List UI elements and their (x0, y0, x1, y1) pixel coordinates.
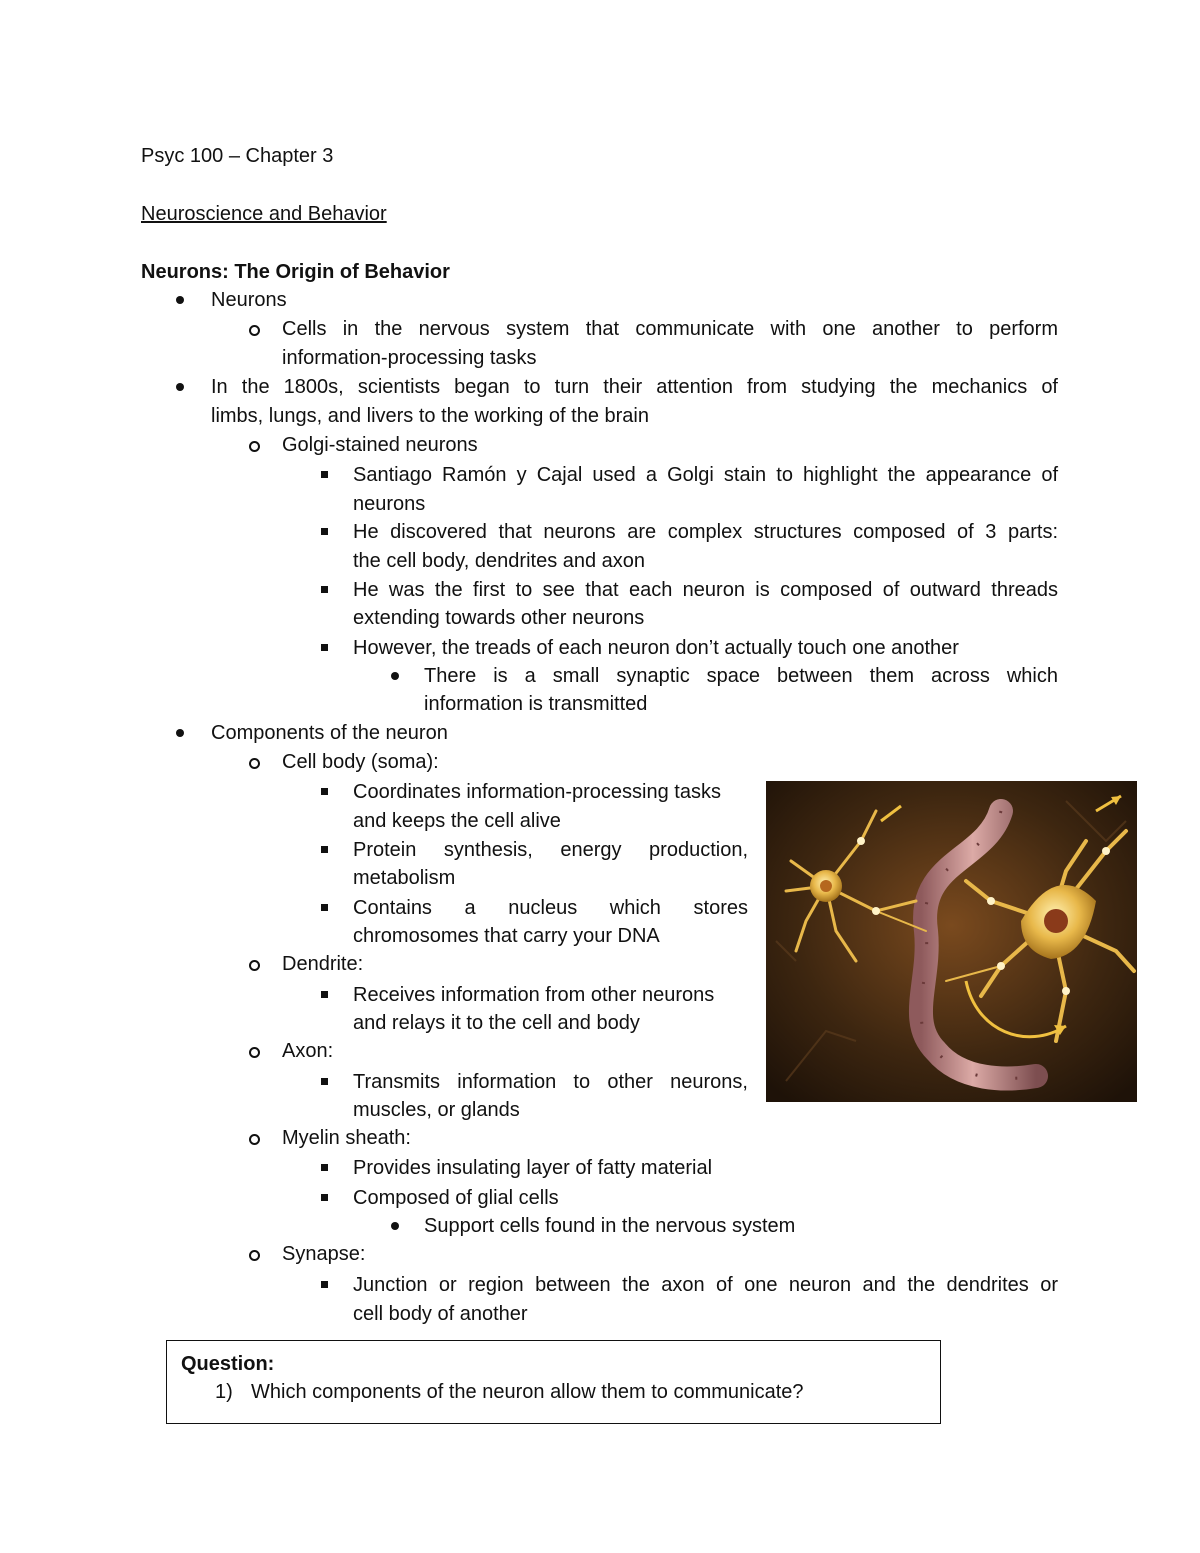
list-item: Neurons (211, 289, 287, 311)
bullet-square-icon (321, 788, 328, 795)
list-item: Protein synthesis, energy production, (353, 839, 748, 861)
section-title: Neuroscience and Behavior (141, 203, 387, 225)
list-item: Contains a nucleus which stores (353, 897, 748, 919)
list-item: He discovered that neurons are complex structures composed of 3 parts: (353, 521, 1058, 543)
bullet-square-icon (321, 991, 328, 998)
list-item-continued: and relays it to the cell and body (353, 1012, 640, 1034)
bullet-square-icon (321, 1164, 328, 1171)
list-item-continued: muscles, or glands (353, 1099, 520, 1121)
bullet-square-icon (321, 1281, 328, 1288)
bullet-square-icon (321, 528, 328, 535)
neuron-illustration-icon (766, 781, 1137, 1102)
bullet-disc-icon (391, 1222, 399, 1230)
bullet-disc-icon (176, 729, 184, 737)
bullet-disc-icon (176, 383, 184, 391)
bullet-circle-icon (249, 960, 260, 971)
list-item: In the 1800s, scientists began to turn their attention from studying the mechanics of (211, 376, 1058, 398)
list-item: Junction or region between the axon of one neuron and the dendrites or (353, 1274, 1058, 1296)
list-item: However, the treads of each neuron don’t actually touch one another (353, 637, 959, 659)
list-item: Provides insulating layer of fatty material (353, 1157, 713, 1179)
list-item-continued: and keeps the cell alive (353, 810, 561, 832)
list-item-continued: information-processing tasks (282, 347, 537, 369)
list-item-continued: information is transmitted (424, 693, 648, 715)
list-item-continued: neurons (353, 493, 426, 515)
list-item-continued: extending towards other neurons (353, 607, 645, 629)
list-item: Dendrite: (282, 953, 364, 975)
list-item: Axon: (282, 1040, 334, 1062)
list-item: He was the first to see that each neuron is composed of outward threads (353, 579, 1058, 601)
list-item: Santiago Ramón y Cajal used a Golgi stain to highlight the appearance of (353, 464, 1058, 486)
bullet-circle-icon (249, 1250, 260, 1261)
bullet-square-icon (321, 471, 328, 478)
question-text: Which components of the neuron allow them to communicate? (251, 1381, 804, 1403)
list-item-continued: cell body of another (353, 1303, 528, 1325)
list-item: Composed of glial cells (353, 1187, 559, 1209)
bullet-square-icon (321, 586, 328, 593)
question-box (166, 1340, 941, 1424)
bullet-square-icon (321, 846, 328, 853)
bullet-circle-icon (249, 441, 260, 452)
bullet-square-icon (321, 644, 328, 651)
list-item-continued: the cell body, dendrites and axon (353, 550, 646, 572)
bullet-circle-icon (249, 1047, 260, 1058)
subsection-title: Neurons: The Origin of Behavior (141, 261, 450, 283)
list-item: Coordinates information-processing tasks (353, 781, 721, 803)
course-title: Psyc 100 – Chapter 3 (141, 145, 334, 167)
list-item: Golgi-stained neurons (282, 434, 478, 456)
list-item: Cell body (soma): (282, 751, 439, 773)
question-number: 1) (215, 1381, 233, 1403)
bullet-square-icon (321, 904, 328, 911)
list-item: Support cells found in the nervous system (424, 1215, 796, 1237)
list-item-continued: chromosomes that carry your DNA (353, 925, 660, 947)
list-item: Synapse: (282, 1243, 366, 1265)
bullet-disc-icon (176, 296, 184, 304)
bullet-circle-icon (249, 1134, 260, 1145)
bullet-square-icon (321, 1078, 328, 1085)
bullet-disc-icon (391, 672, 399, 680)
list-item: Myelin sheath: (282, 1127, 411, 1149)
bullet-square-icon (321, 1194, 328, 1201)
bullet-circle-icon (249, 758, 260, 769)
list-item: Receives information from other neurons (353, 984, 715, 1006)
list-item: Cells in the nervous system that communicate with one another to perform (282, 318, 1058, 340)
list-item: Components of the neuron (211, 722, 448, 744)
list-item: There is a small synaptic space between them across which (424, 665, 1058, 687)
list-item-continued: metabolism (353, 867, 456, 889)
bullet-circle-icon (249, 325, 260, 336)
question-label: Question: (181, 1353, 275, 1375)
list-item-continued: limbs, lungs, and livers to the working of the brain (211, 405, 649, 427)
list-item: Transmits information to other neurons, (353, 1071, 748, 1093)
